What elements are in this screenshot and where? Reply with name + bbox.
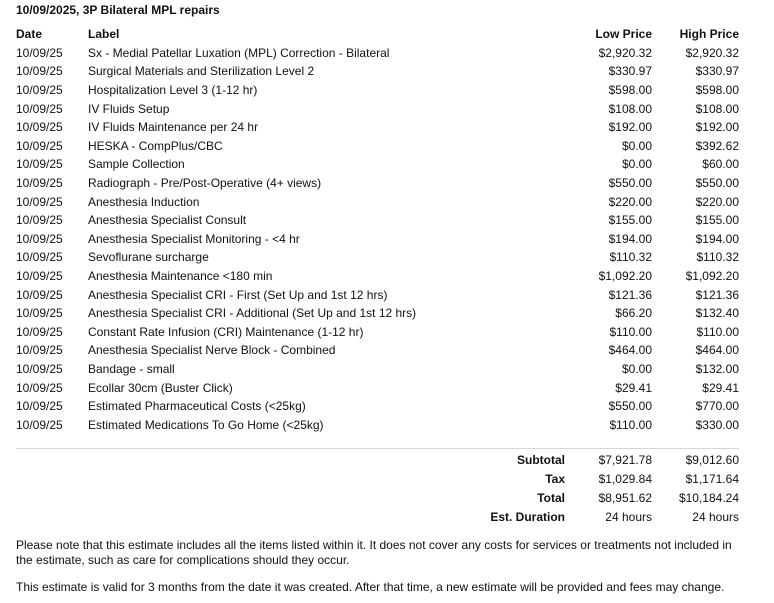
item-high-price: $194.00 [695,231,739,246]
table-row [16,378,739,397]
table-row [16,230,739,249]
item-high-price: $108.00 [695,101,739,116]
totals-divider [16,448,739,449]
totals-low-value: 24 hours [605,510,652,524]
totals-label: Subtotal [517,453,565,467]
item-low-price: $155.00 [608,213,652,228]
table-row [16,285,739,304]
item-low-price: $66.20 [615,306,652,321]
coverage-note: Please note that this estimate includes all the items listed within it. It does not cover any costs for services or treatments not included in the estimate, such as care for complications should they occur. [16,538,732,567]
item-label: HESKA - CompPlus/CBC [88,138,223,153]
totals-high-value: 24 hours [692,510,739,524]
validity-note: This estimate is valid for 3 months from the date it was created. After that time, a new estimate will be provided and fees may change. [16,580,725,594]
item-label: Anesthesia Maintenance <180 min [88,269,273,284]
item-date: 10/09/25 [16,194,63,209]
item-high-price: $132.40 [695,306,739,321]
item-low-price: $0.00 [621,157,652,172]
item-label: IV Fluids Setup [88,101,170,116]
totals-high-value: $9,012.60 [685,453,739,467]
item-high-price: $132.00 [695,361,739,376]
item-high-price: $155.00 [695,213,739,228]
item-label: Ecollar 30cm (Buster Click) [88,380,233,395]
table-row [16,267,739,286]
totals-row [16,508,739,527]
item-low-price: $121.36 [608,287,652,302]
item-high-price: $330.97 [695,64,739,79]
totals-low-value: $1,029.84 [598,472,652,486]
item-date: 10/09/25 [16,269,63,284]
item-label: IV Fluids Maintenance per 24 hr [88,120,259,135]
item-low-price: $2,920.32 [598,45,652,60]
totals-high-value: $1,171.64 [685,472,739,486]
item-date: 10/09/25 [16,250,63,265]
item-date: 10/09/25 [16,324,63,339]
item-low-price: $29.41 [615,380,652,395]
item-label: Anesthesia Specialist Nerve Block - Combined [88,343,336,358]
totals-high-value: $10,184.24 [678,491,739,505]
table-row [16,211,739,230]
item-label: Anesthesia Specialist Consult [88,213,247,228]
item-label: Radiograph - Pre/Post-Operative (4+ views) [88,176,322,191]
item-high-price: $121.36 [695,287,739,302]
totals-table [16,451,739,527]
table-row [16,62,739,81]
totals-label: Est. Duration [490,510,565,524]
item-date: 10/09/25 [16,176,63,191]
item-date: 10/09/25 [16,417,63,432]
item-low-price: $110.00 [609,417,652,432]
item-high-price: $330.00 [695,417,739,432]
item-label: Estimated Pharmaceutical Costs (<25kg) [88,399,306,414]
item-high-price: $550.00 [695,176,739,191]
table-row [16,415,739,434]
item-label: Hospitalization Level 3 (1-12 hr) [88,83,258,98]
column-header-high-price: High Price [679,27,739,42]
item-label: Estimated Medications To Go Home (<25kg) [88,417,324,432]
item-low-price: $0.00 [621,138,652,153]
item-low-price: $550.00 [608,399,652,414]
column-header-low-price: Low Price [595,27,652,42]
item-low-price: $598.00 [608,83,652,98]
table-row [16,137,739,156]
line-items-table [16,25,739,434]
item-label: Bandage - small [88,361,175,376]
table-row [16,44,739,63]
table-row [16,192,739,211]
totals-label: Tax [545,472,565,486]
table-row [16,155,739,174]
item-label: Anesthesia Induction [88,194,200,209]
item-date: 10/09/25 [16,64,63,79]
item-date: 10/09/25 [16,231,63,246]
totals-row [16,470,739,489]
item-low-price: $194.00 [608,231,652,246]
totals-spacer [16,508,452,527]
table-row [16,397,739,416]
table-row [16,248,739,267]
totals-spacer [16,470,452,489]
item-low-price: $220.00 [608,194,652,209]
item-high-price: $110.00 [696,324,739,339]
item-high-price: $220.00 [695,194,739,209]
item-label: Anesthesia Specialist CRI - Additional (Set Up and 1st 12 hrs) [88,306,417,321]
column-header-date: Date [16,27,43,42]
totals-spacer [16,489,452,508]
table-row [16,118,739,137]
item-high-price: $464.00 [695,343,739,358]
item-low-price: $110.00 [609,324,652,339]
item-label: Sevoflurane surcharge [88,250,209,265]
item-low-price: $108.00 [608,101,652,116]
item-low-price: $0.00 [621,361,652,376]
item-date: 10/09/25 [16,361,63,376]
item-date: 10/09/25 [16,120,63,135]
estimate-title: 10/09/2025, 3P Bilateral MPL repairs [16,3,220,17]
item-label: Sx - Medial Patellar Luxation (MPL) Correction - Bilateral [88,45,390,60]
totals-label: Total [537,491,565,505]
item-date: 10/09/25 [16,101,63,116]
table-row [16,99,739,118]
item-high-price: $60.00 [702,157,739,172]
item-high-price: $598.00 [695,83,739,98]
item-high-price: $192.00 [695,120,739,135]
item-low-price: $1,092.20 [598,269,652,284]
item-label: Sample Collection [88,157,185,172]
item-high-price: $29.41 [702,380,739,395]
item-high-price: $2,920.32 [685,45,739,60]
totals-spacer [16,451,452,470]
item-label: Anesthesia Specialist Monitoring - <4 hr [88,231,300,246]
item-date: 10/09/25 [16,306,63,321]
item-low-price: $550.00 [608,176,652,191]
item-date: 10/09/25 [16,138,63,153]
table-header-row [16,25,739,44]
item-high-price: $770.00 [695,399,739,414]
table-row [16,323,739,342]
table-row [16,341,739,360]
item-label: Surgical Materials and Sterilization Level 2 [88,64,315,79]
table-row [16,174,739,193]
item-high-price: $392.62 [695,138,739,153]
item-date: 10/09/25 [16,213,63,228]
item-date: 10/09/25 [16,380,63,395]
item-high-price: $110.32 [696,250,739,265]
item-high-price: $1,092.20 [685,269,739,284]
item-date: 10/09/25 [16,157,63,172]
totals-body [16,451,739,527]
table-row [16,304,739,323]
item-low-price: $110.32 [609,250,652,265]
table-row [16,81,739,100]
item-label: Constant Rate Infusion (CRI) Maintenance (1-12 hr) [88,324,364,339]
item-date: 10/09/25 [16,343,63,358]
totals-low-value: $8,951.62 [598,491,652,505]
item-low-price: $464.00 [608,343,652,358]
totals-low-value: $7,921.78 [598,453,652,467]
item-low-price: $192.00 [608,120,652,135]
column-header-label: Label [88,27,120,42]
item-date: 10/09/25 [16,45,63,60]
item-date: 10/09/25 [16,287,63,302]
item-label: Anesthesia Specialist CRI - First (Set Up and 1st 12 hrs) [88,287,388,302]
item-low-price: $330.97 [608,64,652,79]
item-date: 10/09/25 [16,399,63,414]
table-row [16,360,739,379]
line-items-body [16,44,739,434]
item-date: 10/09/25 [16,83,63,98]
totals-row [16,489,739,508]
totals-row [16,451,739,470]
